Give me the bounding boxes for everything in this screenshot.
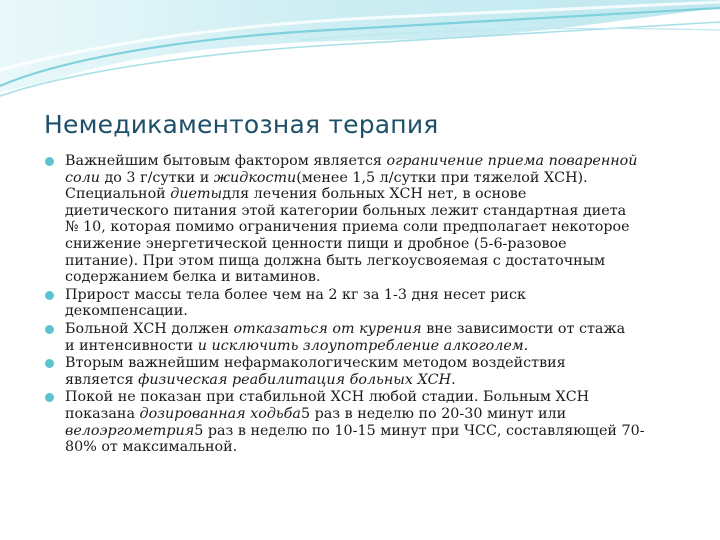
body-text: для лечения больных ХСН нет, в основе xyxy=(222,186,527,203)
body-text: 5 раз в неделю по 10-15 минут при ЧСС, составляющей 70- xyxy=(194,422,645,439)
body-text: Больной ХСН должен xyxy=(65,320,234,337)
list-item xyxy=(44,287,684,320)
emphasis-text: жидкости xyxy=(213,169,297,186)
bullet-dot-icon xyxy=(45,157,54,166)
slide-title: Немедикаментозная терапия xyxy=(44,110,439,139)
list-item xyxy=(44,321,684,354)
bullet-dot-icon xyxy=(45,393,54,402)
text-line xyxy=(65,236,684,253)
list-item xyxy=(44,389,684,455)
bullet-dot-icon xyxy=(45,291,54,300)
list-item xyxy=(44,355,684,388)
text-line xyxy=(65,338,684,355)
body-text: . xyxy=(451,371,456,388)
text-line xyxy=(65,203,684,220)
body-text: 5 раз в неделю по 20-30 минут или xyxy=(300,405,567,422)
bullet-dot-icon xyxy=(45,325,54,334)
emphasis-text: ограничение приема поваренной xyxy=(386,153,638,169)
body-text: Вторым важнейшим нефармакологическим методом воздействия xyxy=(65,355,566,372)
bullet-dot-icon xyxy=(45,359,54,368)
bullet-list xyxy=(44,153,684,457)
text-line xyxy=(65,287,684,304)
body-text: питание). При этом пища должна быть легкоусвояемая с достаточным xyxy=(65,252,606,269)
emphasis-text: физическая реабилитация больных ХСН xyxy=(138,371,452,388)
text-line xyxy=(65,153,684,170)
emphasis-text: соли xyxy=(65,169,100,186)
emphasis-text: велоэргометрия xyxy=(65,422,195,439)
text-line xyxy=(65,269,684,286)
body-text: снижение энергетической ценности пищи и дробное (5-6-разовое xyxy=(65,235,567,252)
list-item xyxy=(44,153,684,286)
body-text: вне зависимости от стажа xyxy=(421,320,626,337)
text-line xyxy=(65,372,684,389)
header-wave-decoration xyxy=(0,0,720,100)
body-text: 80% от максимальной. xyxy=(65,439,238,456)
body-text: Важнейшим бытовым фактором является xyxy=(65,153,387,169)
text-line xyxy=(65,389,684,406)
body-text: Специальной xyxy=(65,186,171,203)
text-line xyxy=(65,186,684,203)
body-text: показана xyxy=(65,405,140,422)
text-line xyxy=(65,253,684,270)
text-line xyxy=(65,170,684,187)
text-line xyxy=(65,303,684,320)
body-text: (менее 1,5 л/сутки при тяжелой ХСН). xyxy=(296,169,588,186)
body-text: № 10, которая помимо ограничения приема соли предполагает некоторое xyxy=(65,219,630,236)
body-text: и интенсивности xyxy=(65,337,198,354)
text-line xyxy=(65,406,684,423)
body-text: диетического питания этой категории больных лежит стандартная диета xyxy=(65,202,627,219)
emphasis-text: диеты xyxy=(170,186,223,203)
text-line xyxy=(65,355,684,372)
body-text: декомпенсации. xyxy=(65,303,188,320)
text-line xyxy=(65,439,684,456)
text-line xyxy=(65,321,684,338)
emphasis-text: отказаться от курения xyxy=(233,320,422,337)
body-text: до 3 г/сутки и xyxy=(99,169,214,186)
body-text: содержанием белка и витаминов. xyxy=(65,269,321,286)
body-text: Покой не показан при стабильной ХСН любой стадии. Больным ХСН xyxy=(65,389,590,406)
emphasis-text: дозированная ходьба xyxy=(139,405,301,422)
body-text: является xyxy=(65,371,139,388)
emphasis-text: и исключить злоупотребление алкоголем. xyxy=(197,337,529,354)
text-line xyxy=(65,423,684,440)
text-line xyxy=(65,219,684,236)
body-text: Прирост массы тела более чем на 2 кг за 1-3 дня несет риск xyxy=(65,286,526,303)
